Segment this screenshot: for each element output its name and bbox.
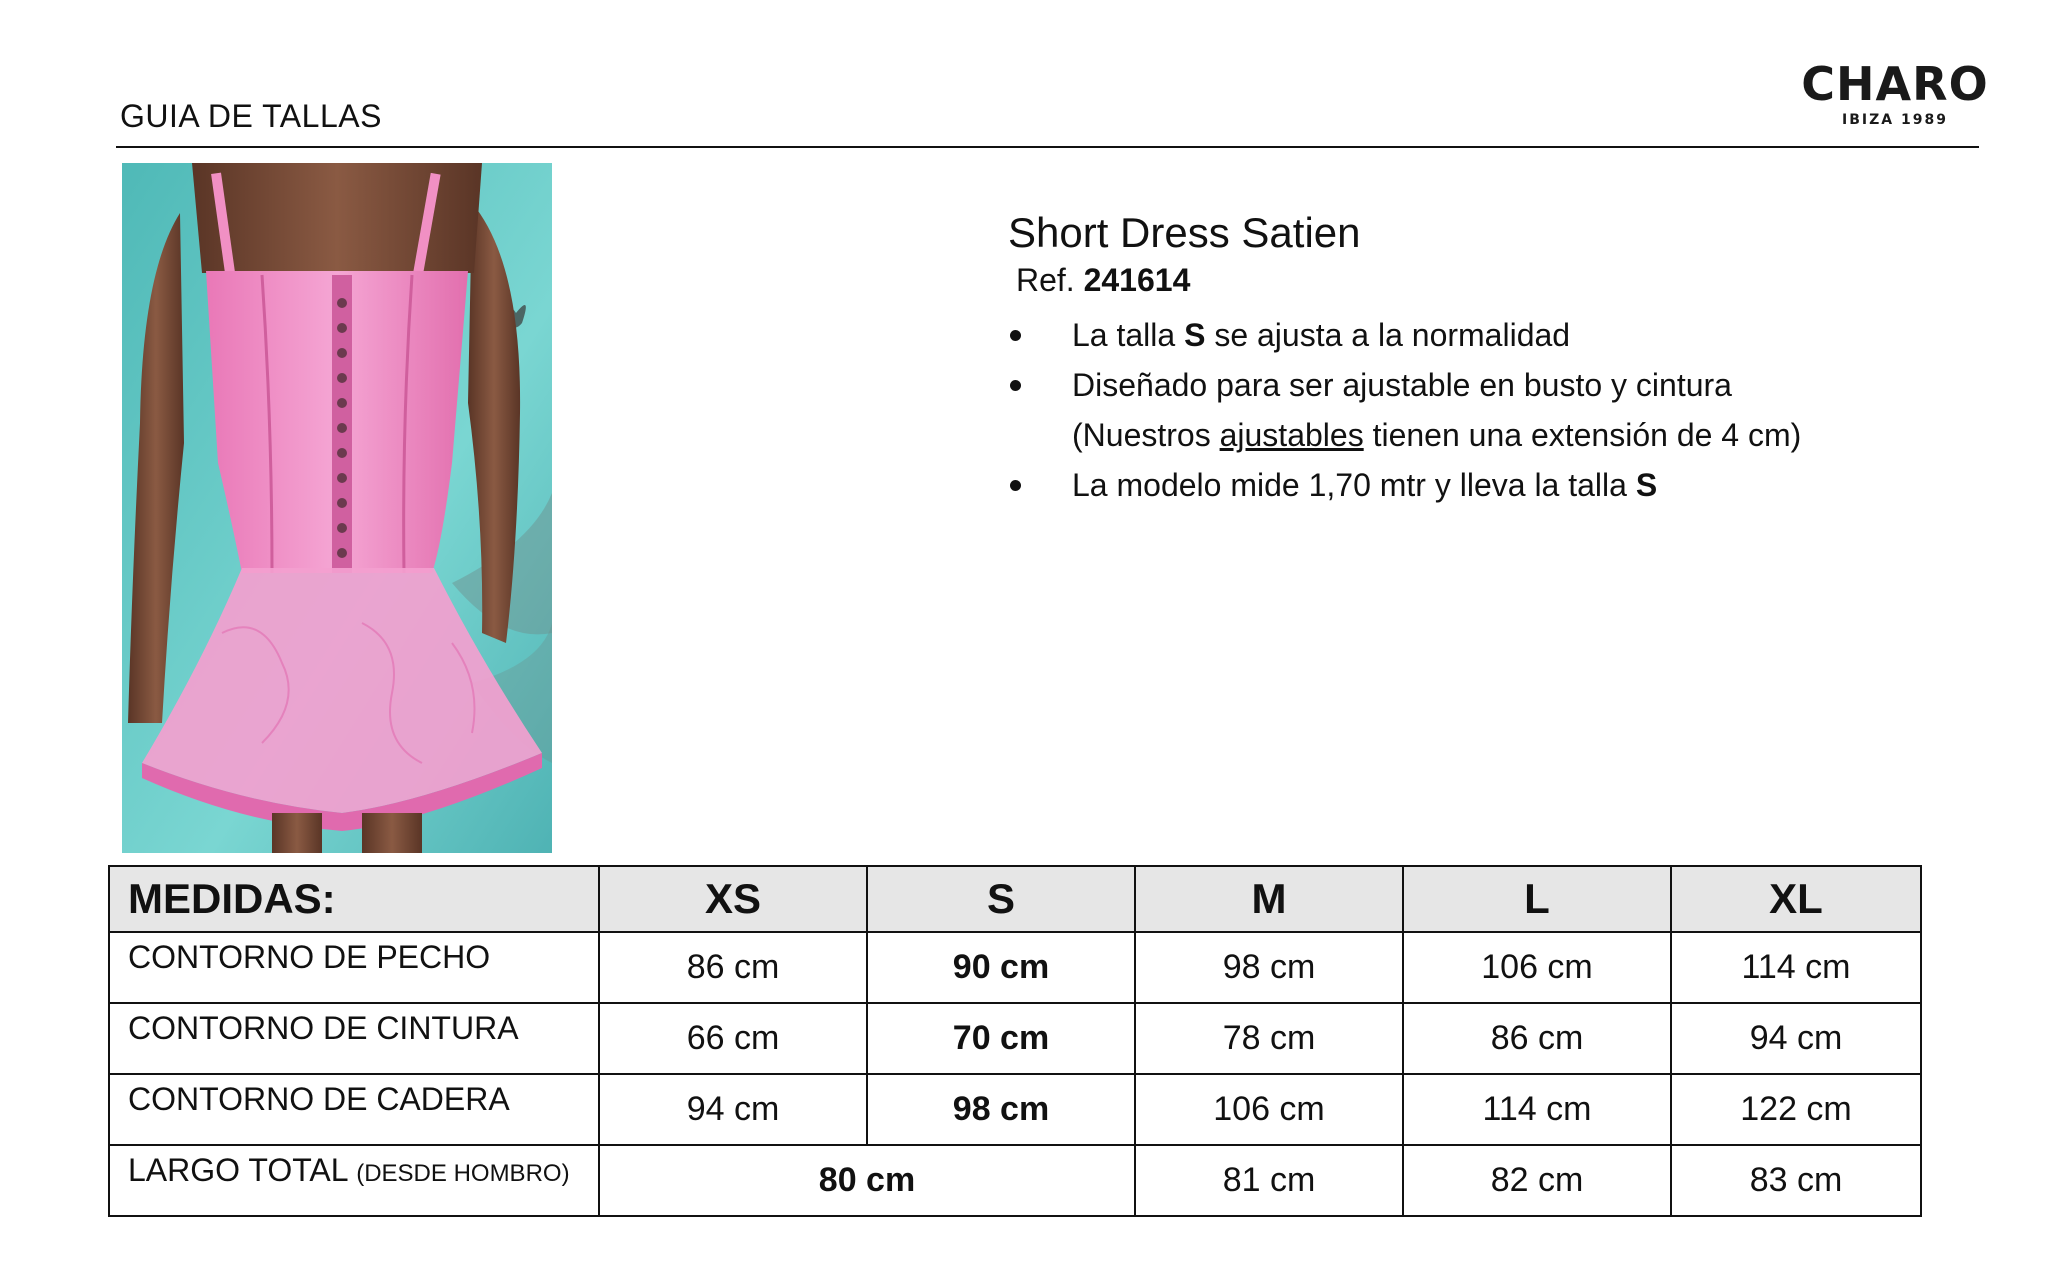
size-heading: S [867,866,1135,932]
table-cell: 86 cm [599,932,867,1003]
size-heading: L [1403,866,1671,932]
table-cell: 90 cm [867,932,1135,1003]
page-title: GUIA DE TALLAS [120,98,382,134]
logo-wordmark: CHARO [1801,57,1989,111]
bullet-icon [1010,380,1021,391]
measures-heading: MEDIDAS: [109,866,599,932]
size-heading: XS [599,866,867,932]
table-cell: 122 cm [1671,1074,1921,1145]
brand-logo [1800,58,1990,128]
row-label: LARGO TOTAL (DESDE HOMBRO) [109,1145,599,1216]
table-cell: 82 cm [1403,1145,1671,1216]
header-divider [116,146,1979,148]
size-heading: M [1135,866,1403,932]
table-cell: 83 cm [1671,1145,1921,1216]
table-cell: 106 cm [1135,1074,1403,1145]
table-cell: 114 cm [1403,1074,1671,1145]
table-cell: 66 cm [599,1003,867,1074]
table-cell: 114 cm [1671,932,1921,1003]
table-cell: 78 cm [1135,1003,1403,1074]
table-row [109,1145,1921,1216]
logo-tagline: IBIZA 1989 [1842,112,1948,128]
size-header-row [109,866,1921,932]
product-reference [1016,258,1968,302]
row-label-note: (DESDE HOMBRO) [356,1160,570,1187]
table-row [109,1074,1921,1145]
size-heading: XL [1671,866,1921,932]
row-label: CONTORNO DE CINTURA [109,1003,599,1074]
table-cell: 98 cm [867,1074,1135,1145]
product-photo [122,163,552,853]
row-label: CONTORNO DE CADERA [109,1074,599,1145]
fit-notes [1008,310,1968,510]
table-cell: 94 cm [599,1074,867,1145]
adjustables-term: ajustables [1219,417,1364,453]
table-cell: 86 cm [1403,1003,1671,1074]
product-info [1008,208,1968,510]
fit-note: La talla S se ajusta a la normalidad [1008,310,1968,360]
fit-note: Diseñado para ser ajustable en busto y cintura (Nuestros ajustables tienen una extensión de 4 cm) [1008,360,1968,460]
table-cell: 81 cm [1135,1145,1403,1216]
table-cell: 94 cm [1671,1003,1921,1074]
size-table [108,865,1922,1217]
fit-note: La modelo mide 1,70 mtr y lleva la talla S [1008,460,1968,510]
table-cell: 106 cm [1403,932,1671,1003]
bullet-icon [1010,330,1021,341]
ref-label: Ref. [1016,262,1075,298]
table-cell: 98 cm [1135,932,1403,1003]
product-name: Short Dress Satien [1008,209,1361,256]
table-cell: 80 cm [599,1145,1135,1216]
row-label: CONTORNO DE PECHO [109,932,599,1003]
bullet-icon [1010,480,1021,491]
table-row [109,1003,1921,1074]
ref-value: 241614 [1083,262,1191,298]
table-cell: 70 cm [867,1003,1135,1074]
table-row [109,932,1921,1003]
